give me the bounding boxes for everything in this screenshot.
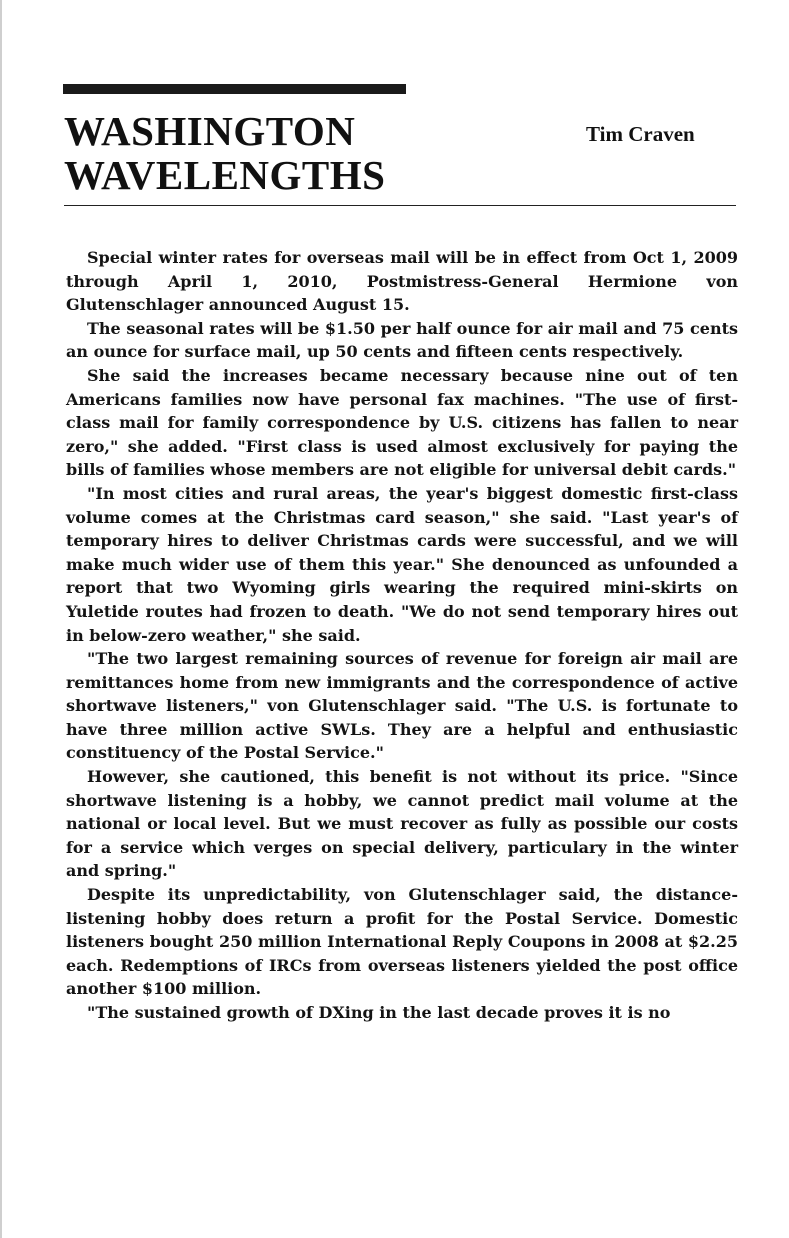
article-paragraph: The seasonal rates will be $1.50 per half ounce for air mail and 75 cents an ounce for surface mail, up 50 cents and fifteen cents respectively. — [66, 318, 738, 362]
article-paragraph: Despite its unpredictability, von Glutenschlager said, the distance-listening hobby does return a profit for the Postal Service. Domestic listeners bought 250 million International Reply Coupons in 2008 at $2.25 each. Redemptions of IRCs from overseas listeners yielded the post office another $100 million. — [66, 885, 738, 999]
page-edge — [0, 0, 2, 1238]
column-title-line-1: WASHINGTON — [64, 108, 356, 154]
article-paragraph: Special winter rates for overseas mail will be in effect from Oct 1, 2009 through April 1, 2010, Postmistress-General Hermione von Glutenschlager announced August 15. — [66, 248, 738, 315]
column-title — [64, 109, 385, 197]
article-body — [66, 246, 738, 1025]
article-paragraph: "In most cities and rural areas, the year's biggest domestic first-class volume comes at the Christmas card season," she said. "Last year's of temporary hires to deliver Christmas cards were successful, and we will make much wider use of them this year." She denounced as unfounded a report that two Wyoming girls wearing the required mini-skirts on Yuletide routes had frozen to death. "We do not send temporary hires out in below-zero weather," she said. — [66, 483, 738, 645]
column-title-line-2: WAVELENGTHS — [64, 152, 386, 198]
article-paragraph: "The two largest remaining sources of revenue for foreign air mail are remittances home from new immigrants and the correspondence of active shortwave listeners," von Glutenschlager said. "The U.S. is fortunate to have three million active SWLs. They are a helpful and enthusiastic constituency of the Postal Service." — [66, 649, 738, 763]
header-rule — [64, 205, 736, 206]
header-bar — [63, 84, 406, 94]
author-byline: Tim Craven — [586, 122, 695, 146]
article-paragraph: She said the increases became necessary because nine out of ten Americans families now have personal fax machines. "The use of first-class mail for family correspondence by U.S. citizens has fallen to near zero," she added. "First class is used almost exclusively for paying the bills of families whose members are not eligible for universal debit cards." — [66, 365, 738, 480]
article-paragraph: "The sustained growth of DXing in the last decade proves it is no — [87, 1003, 671, 1022]
article-paragraph: However, she cautioned, this benefit is not without its price. "Since shortwave listening is a hobby, we cannot predict mail volume at the national or local level. But we must recover as fully as possible our costs for a service which verges on special delivery, particulary in the winter and spring." — [66, 767, 738, 881]
